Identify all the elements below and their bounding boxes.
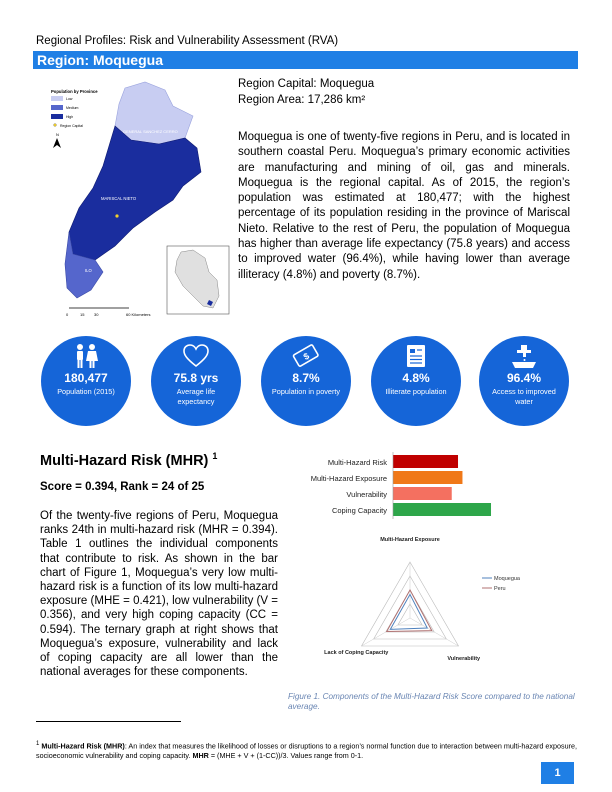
scale-15: 15 (80, 312, 85, 317)
north-arrow-label: N (56, 132, 59, 137)
province-label-mariscal-nieto: MARISCAL NIETO (101, 196, 137, 201)
footnote (36, 740, 580, 761)
bar-chart-svg (283, 452, 513, 524)
svg-text:$: $ (301, 350, 311, 363)
bar (393, 471, 462, 484)
stat-value: 96.4% (506, 371, 542, 385)
region-info (238, 76, 374, 108)
legend-swatch-high (51, 114, 63, 119)
document-icon (371, 342, 461, 370)
money-icon (261, 342, 351, 370)
stat-value: 8.7% (292, 371, 320, 385)
stat-value: 180,477 (64, 371, 108, 385)
radar-axis-label: Lack of Coping Capacity (324, 650, 389, 656)
bar-label: Multi-Hazard Exposure (310, 474, 387, 483)
bar (393, 455, 458, 468)
bar (393, 503, 491, 516)
legend-capital-symbol (54, 124, 57, 127)
province-population-map (33, 76, 233, 326)
stat-poverty (261, 336, 351, 426)
faucet-icon (479, 342, 569, 370)
scale-30: 30 (94, 312, 99, 317)
legend-label-low: Low (66, 97, 73, 101)
footnote-ref: 1 (212, 451, 218, 461)
province-mariscal-nieto (69, 126, 201, 260)
bar-label: Multi-Hazard Risk (327, 458, 387, 467)
stat-label: Access to improved water (492, 387, 556, 406)
radar-chart-svg (300, 532, 525, 682)
stat-life-expectancy (151, 336, 241, 426)
region-map-graphic (33, 76, 233, 326)
legend-label-high: High (66, 115, 74, 119)
radar-axis-label: Vulnerability (447, 656, 481, 662)
mhr-section-title (40, 451, 217, 469)
page-number: 1 (541, 762, 574, 784)
figure-caption: Figure 1. Components of the Multi-Hazard Risk Score compared to the national average. (288, 692, 575, 711)
footnote-text: : An index that measures the likelihood of losses or disruptions to a region’s normal function due to interaction between multi-hazard exposure, socioeconomic vulnerability and coping capacity. (36, 741, 577, 760)
region-title-bar: Region: Moquegua (33, 51, 578, 69)
province-label-ilo: ILO (85, 268, 92, 273)
risk-components-bar-chart (283, 452, 513, 524)
legend-label: Peru (494, 586, 506, 592)
footnote-term: Multi-Hazard Risk (MHR) (41, 741, 125, 751)
stat-value: 4.8% (402, 371, 430, 385)
stat-improved-water (479, 336, 569, 426)
stat-value: 75.8 yrs (173, 371, 219, 385)
mhr-title-text: Multi-Hazard Risk (MHR) (40, 452, 209, 469)
stat-population (41, 336, 131, 426)
region-capital-marker (115, 214, 118, 217)
people-icon (41, 342, 131, 370)
legend-swatch-medium (51, 105, 63, 110)
footnote-divider (36, 721, 181, 722)
province-general-sanchez-cerro (115, 82, 193, 144)
legend-label: Moquegua (494, 576, 520, 582)
stat-label: Illiterate population (385, 387, 447, 396)
legend-swatch-low (51, 96, 63, 101)
scale-0: 0 (66, 312, 69, 317)
stat-label: Population (2015) (57, 387, 115, 396)
region-intro-paragraph: Moquegua is one of twenty-five regions in Peru, and is located in southern coastal Peru. Moquegua’s primary economic activities are manufacturing and mining of oil, gas and minerals. Moquegua is the regional capital. As of 2015, the region’s population was estimated at 180,477; with the highest percentage of its population residing in the province of Mariscal Nieto. Relative to the rest of Peru, the population of Moquegua has higher than average life expectancy (75.8 years) and access to improved water (96.4%), while having lower than average illiteracy (4.8%) and poverty (8.7%). (238, 131, 570, 281)
north-arrow-icon (53, 138, 61, 148)
heart-icon (151, 342, 241, 370)
document-header: Regional Profiles: Risk and Vulnerability Assessment (RVA) (36, 35, 339, 47)
map-legend-title: Population by Province (51, 89, 98, 94)
footnote-formula-term: MHR (192, 750, 209, 760)
stat-label: Population in poverty (271, 387, 341, 396)
mhr-paragraph: Of the twenty-five regions of Peru, Moquegua ranks 24th in multi-hazard risk (MHR = 0.394). Table 1 outlines the individual components that contribute to risk. As shown in the bar chart of Figure 1, Moquegua’s very low multi-hazard risk is a function of its low multi-hazard exposure (MHE = 0.421), low vulnerability (V = 0.356), and very high coping capacity (CC = 0.594). The ternary graph at right shows that Moquegua’s exposure, vulnerability and lack of coping capacity are all lower than the national averages for these components. (40, 510, 278, 679)
legend-label-capital: Region Capital (60, 124, 83, 128)
province-label-gsc: GENERAL SANCHEZ CERRO (123, 129, 178, 134)
bar-label: Coping Capacity (331, 506, 387, 515)
stat-label: Average life expectancy (176, 387, 216, 406)
stat-illiteracy (371, 336, 461, 426)
footnote-formula: = (MHE + V + (1-CC))/3. Values range from 0-1. (208, 750, 364, 760)
bar-label: Vulnerability (346, 490, 387, 499)
scale-60: 60 Kilometers (126, 312, 151, 317)
mhr-score-line: Score = 0.394, Rank = 24 of 25 (40, 481, 205, 493)
region-capital: Region Capital: Moquegua (238, 78, 375, 90)
bar (393, 487, 452, 500)
risk-radar-chart (300, 532, 525, 682)
radar-axis-label: Multi-Hazard Exposure (380, 537, 440, 543)
legend-label-medium: Medium (66, 106, 79, 110)
footnote-number: 1 (36, 741, 40, 747)
region-area: Region Area: 17,286 km² (238, 94, 366, 106)
